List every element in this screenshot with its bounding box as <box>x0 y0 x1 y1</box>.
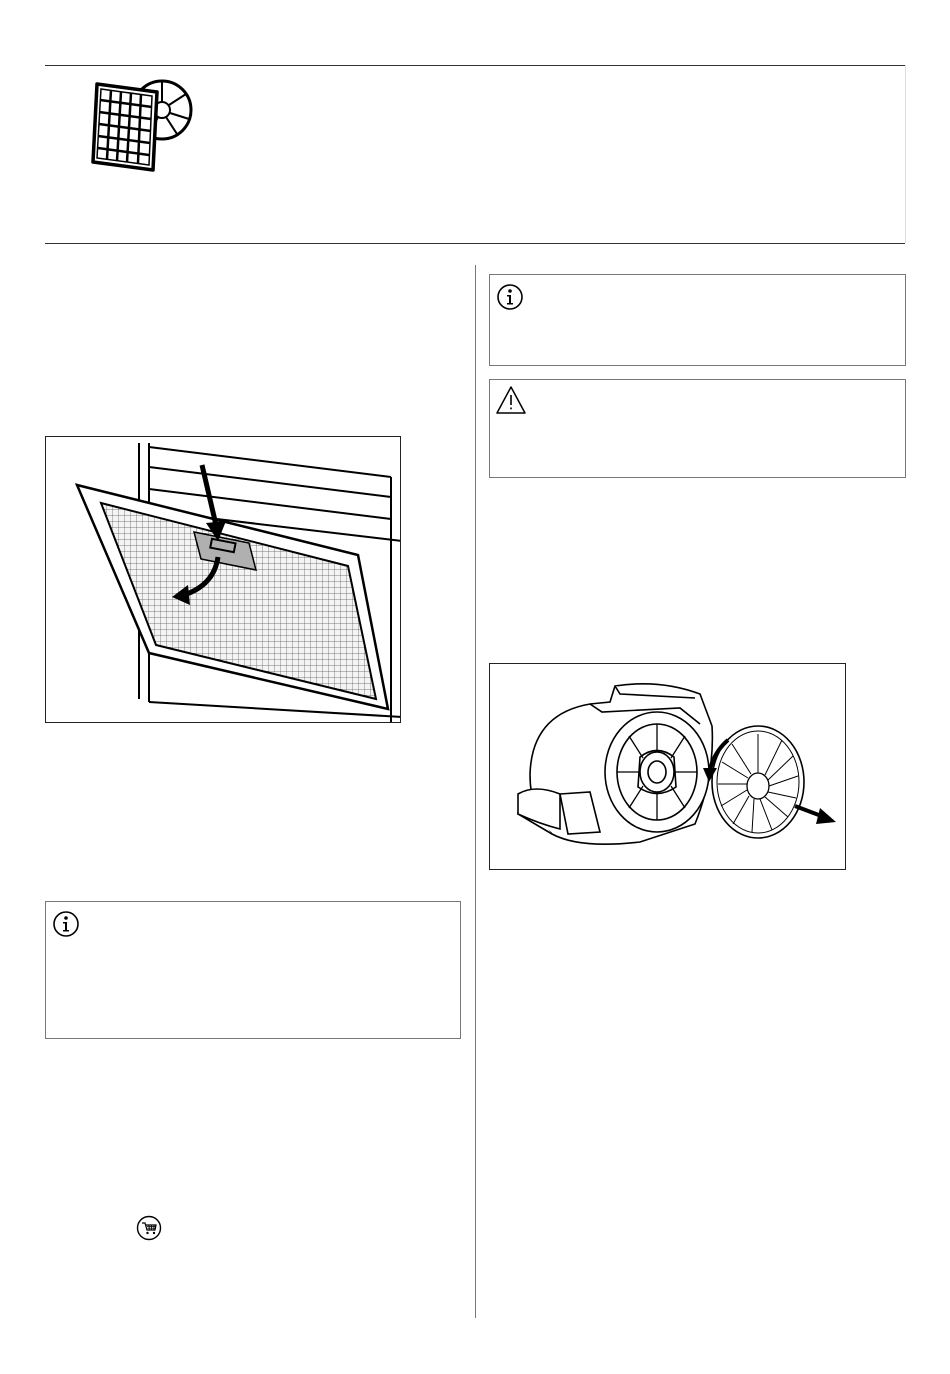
filter-and-charcoal-filter-icon <box>85 72 200 177</box>
shopping-cart-icon <box>136 1215 162 1241</box>
header-top-rule <box>45 65 905 66</box>
pull-arrow-icon <box>795 806 836 824</box>
header-bottom-rule <box>45 243 905 244</box>
column-divider <box>475 265 476 1318</box>
info-note-left <box>45 901 461 1039</box>
header-right-edge <box>905 65 906 243</box>
grease-filter-removal-figure <box>45 436 401 723</box>
warning-note <box>489 379 906 478</box>
info-icon <box>52 910 80 938</box>
info-icon <box>496 283 524 311</box>
charcoal-filter-removal-figure <box>489 663 846 870</box>
info-note-right <box>489 274 906 366</box>
grease-filter-panel <box>77 485 388 709</box>
grease-filter-grid-icon <box>93 84 157 170</box>
warning-icon <box>495 385 527 415</box>
